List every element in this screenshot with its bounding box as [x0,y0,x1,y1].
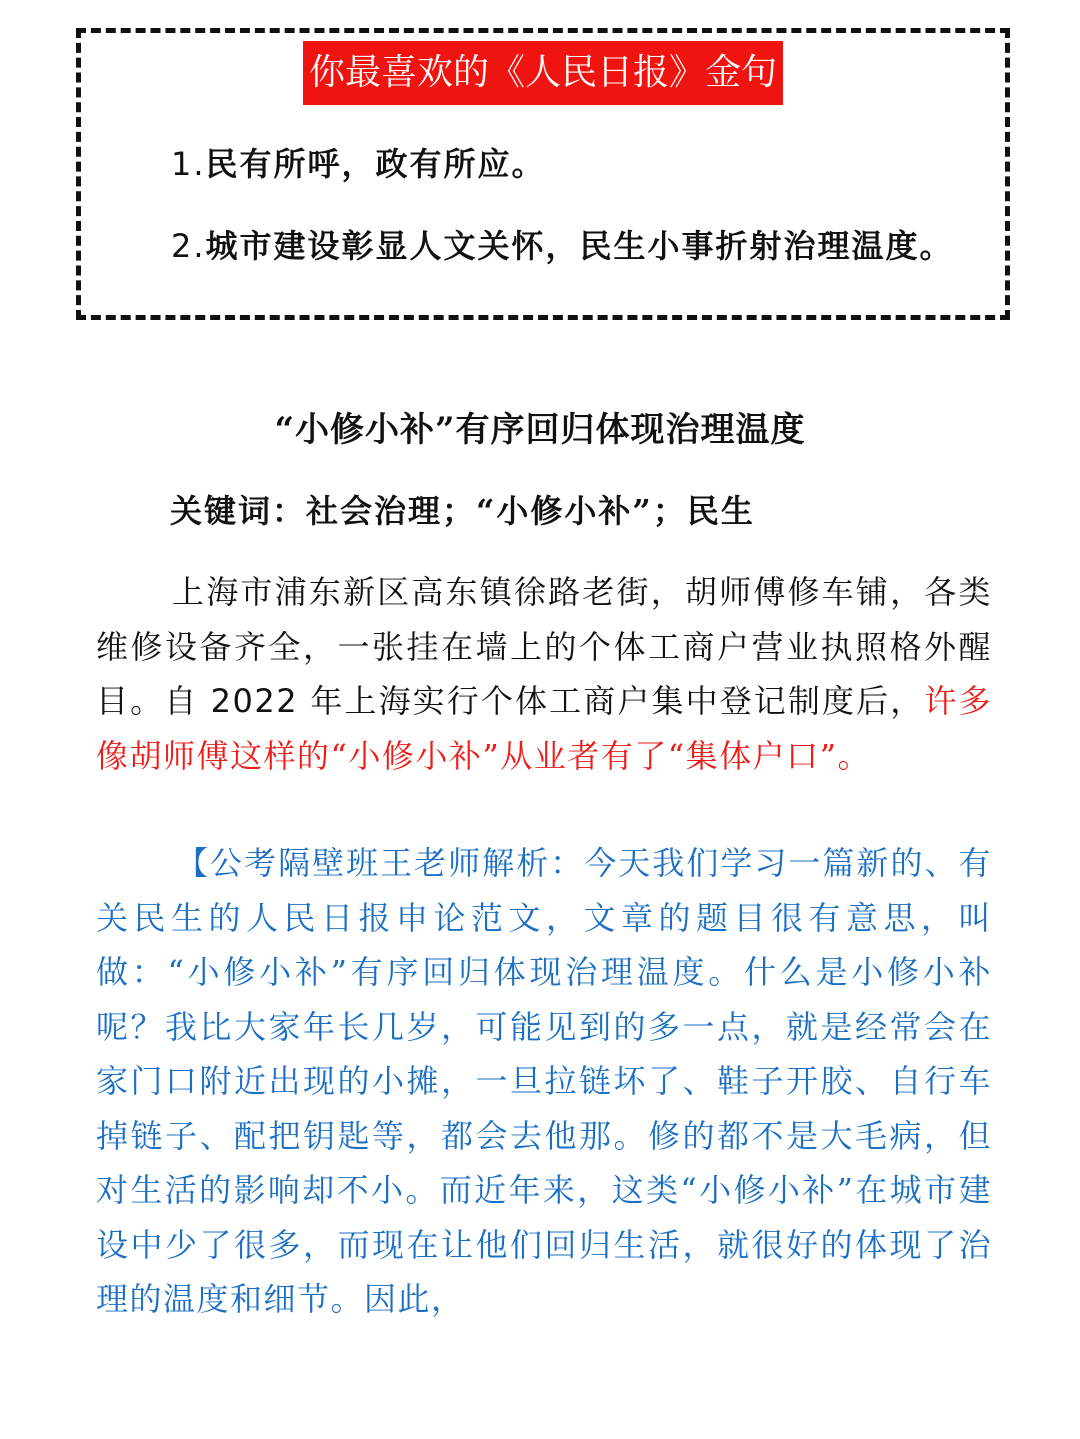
paragraph-intro-text-b: 年上海实行个体工商户集中登记制度后， [298,682,925,720]
quote-item-1 [91,137,971,191]
quote-item-2-number: 2. [171,227,206,265]
paragraph-analysis: 【公考隔壁班王老师解析：今天我们学习一篇新的、有关民生的人民日报申论范文，文章的题目很有意思，叫做：“小修小补”有序回归体现治理温度。什么是小修小补呢？我比大家年长几岁，可能见到的多一点，就是经常会在家门口附近出现的小摊，一旦拉链坏了、鞋子开胶、自行车掉链子、配把钥匙等，都会去他那。修的都不是大毛病，但对生活的影响却不小。而近年来，这类“小修小补”在城市建设中少了很多，而现在让他们回归生活，就很好的体现了治理的温度和细节。因此， [96,844,992,1318]
paragraph-intro-year: 2022 [210,682,299,720]
keywords-line: 关键词：社会治理；“小修小补”；民生 [170,492,755,530]
quote-item-1-number: 1. [171,145,206,183]
paragraph-intro-text-a: 上海市浦东新区高东镇徐路老街，胡师傅修车铺，各类维修设备齐全，一张挂在墙上的个体工商户营业执照格外醒目。自 [96,573,992,720]
quote-item-1-text: 民有所呼，政有所应。 [205,145,546,183]
article-title: “小修小补”有序回归体现治理温度 [274,410,806,450]
quote-box [76,28,1010,320]
paragraph-intro [96,565,992,783]
quote-item-2-text: 城市建设彰显人文关怀，民生小事折射治理温度。 [205,227,954,265]
quote-item-2 [91,219,971,273]
paragraph-intro-highlight: 许多像胡师傅这样的“小修小补”从业者有了“集体户口”。 [96,682,992,775]
quote-box-title: 你最喜欢的《人民日报》金句 [303,41,783,105]
